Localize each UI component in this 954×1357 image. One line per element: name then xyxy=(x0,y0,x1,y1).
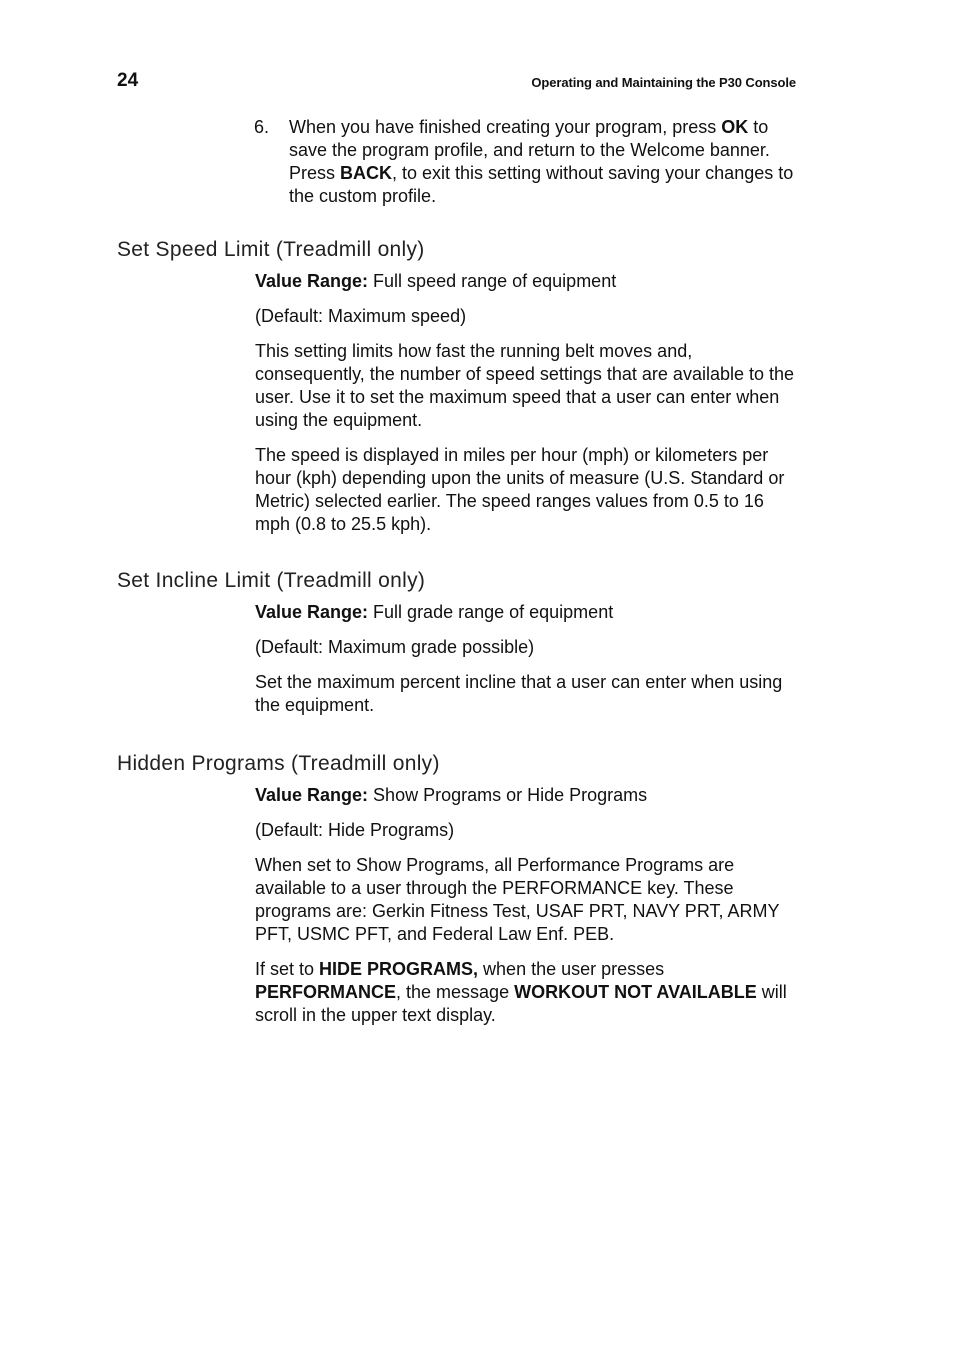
value-range xyxy=(255,601,800,624)
value-range-value: Show Programs or Hide Programs xyxy=(368,785,648,805)
value-range-value: Full grade range of equipment xyxy=(368,602,614,622)
text-part: If set to xyxy=(255,959,320,979)
hidden-programs-section xyxy=(255,784,800,1039)
paragraph: This setting limits how fast the running belt moves and, consequently, the number of speed settings that are available to the user. Use it to set the maximum speed that a user can enter when using the equipment. xyxy=(255,341,795,430)
workout-not-available-label: WORKOUT NOT AVAILABLE xyxy=(514,982,757,1002)
ok-key-label: OK xyxy=(721,117,749,137)
speed-limit-heading: Set Speed Limit (Treadmill only) xyxy=(117,238,425,261)
speed-limit-section xyxy=(255,270,800,548)
value-range-label: Value Range: xyxy=(255,785,369,805)
value-range-value: Full speed range of equipment xyxy=(368,271,617,291)
text-part: when the user presses xyxy=(478,959,665,979)
default-value: (Default: Maximum speed) xyxy=(255,306,467,326)
incline-limit-section xyxy=(255,601,800,729)
value-range-label: Value Range: xyxy=(255,271,369,291)
value-range xyxy=(255,270,800,293)
hidden-programs-heading: Hidden Programs (Treadmill only) xyxy=(117,752,440,775)
paragraph: Set the maximum percent incline that a user can enter when using the equipment. xyxy=(255,672,783,715)
paragraph xyxy=(255,958,800,1027)
running-header: Operating and Maintaining the P30 Console xyxy=(531,75,796,90)
text-part: , the message xyxy=(396,982,515,1002)
step-text-part: , to exit this setting without saving your changes to the custom profile. xyxy=(289,163,794,206)
performance-key-label: PERFORMANCE xyxy=(255,982,397,1002)
paragraph: The speed is displayed in miles per hour (mph) or kilometers per hour (kph) depending upon the units of measure (U.S. Standard or Metric) selected earlier. The speed ranges values from 0.5 to 16 mph (0.8 to 25.5 kph). xyxy=(255,445,785,534)
incline-limit-heading: Set Incline Limit (Treadmill only) xyxy=(117,569,426,592)
text-part: will scroll in the upper text display. xyxy=(255,982,787,1025)
value-range xyxy=(255,784,800,807)
step-6 xyxy=(254,116,802,208)
paragraph: When set to Show Programs, all Performance Programs are available to a user through the PERFORMANCE key. These programs are: Gerkin Fitness Test, USAF PRT, NAVY PRT, ARMY PFT, USMC PFT, and Federal Law Enf. PEB. xyxy=(255,855,780,944)
back-key-label: BACK xyxy=(340,163,393,183)
step-text xyxy=(289,116,802,208)
page-number: 24 xyxy=(117,70,139,91)
step-text-part: to save the program profile, and return to the Welcome banner. Press xyxy=(289,117,770,183)
step-text-part: When you have finished creating your program, press xyxy=(289,117,722,137)
default-value: (Default: Hide Programs) xyxy=(255,820,455,840)
step-number: 6. xyxy=(254,117,270,137)
default-value: (Default: Maximum grade possible) xyxy=(255,637,535,657)
hide-programs-label: HIDE PROGRAMS, xyxy=(319,959,479,979)
value-range-label: Value Range: xyxy=(255,602,369,622)
